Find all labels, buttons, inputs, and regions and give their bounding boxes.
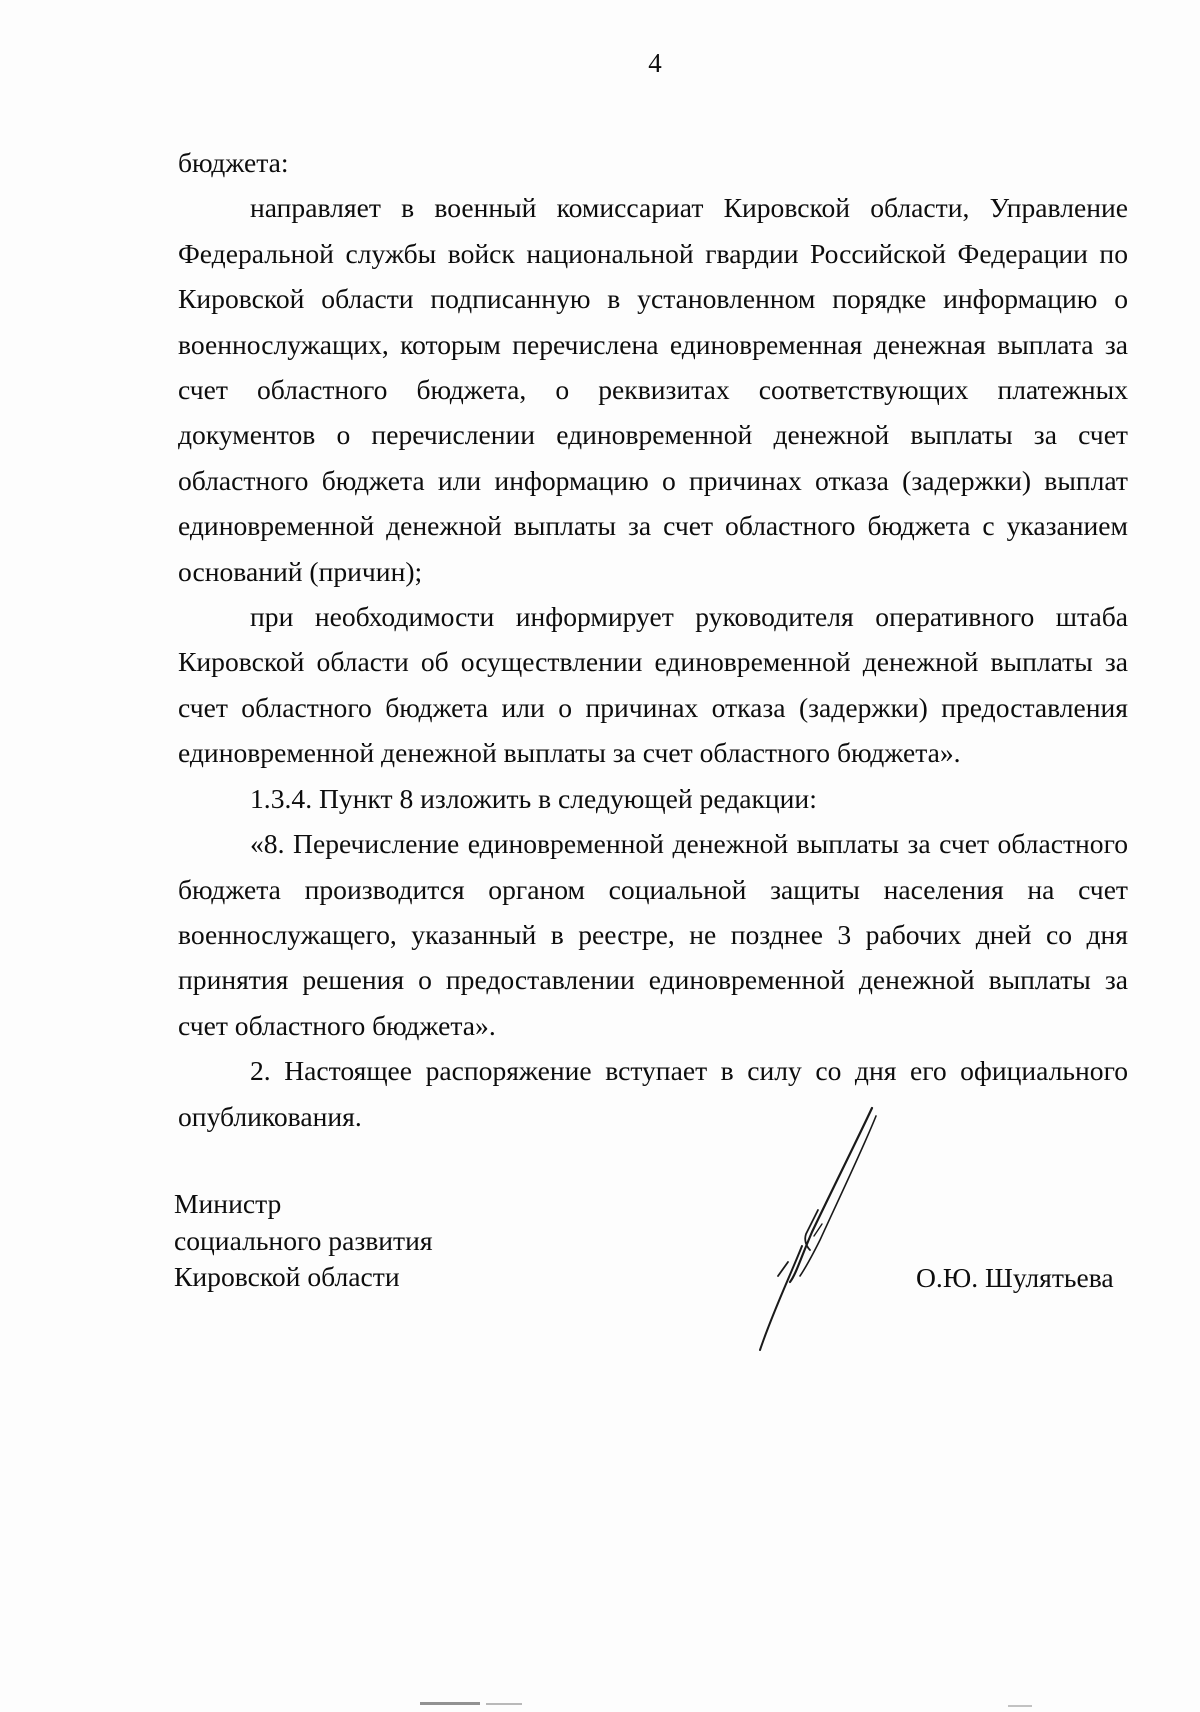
document-body bbox=[178, 140, 1128, 1139]
paragraph-clause-8: «8. Перечисление единовременной денежной выплаты за счет областного бюджета производится органом социальной защиты населения на счет военнослужащего, указанный в реестре, не позднее 3 рабочих дней со дня принятия решения о предоставлении единовременной денежной выплаты за счет областного бюджета». bbox=[178, 828, 1128, 1041]
signature-stroke bbox=[760, 1246, 802, 1350]
position-line: социального развития bbox=[174, 1224, 433, 1256]
signature-stroke bbox=[790, 1108, 872, 1282]
scan-smudge bbox=[1008, 1705, 1032, 1707]
paragraph-clause-1-3-4: 1.3.4. Пункт 8 изложить в следующей редакции: bbox=[250, 782, 817, 814]
paragraph-informs-headquarters: при необходимости информирует руководителя оперативного штаба Кировской области об осуществлении единовременной денежной выплаты за счет областного бюджета или о причинах отказа (задержки) предоставления единовременной денежной выплаты за счет областного бюджета». bbox=[178, 601, 1128, 769]
page-number: 4 bbox=[648, 48, 662, 78]
paragraph-continuation: бюджета: bbox=[178, 147, 289, 178]
scan-smudge bbox=[486, 1703, 522, 1705]
position-line: Кировской области bbox=[174, 1261, 400, 1292]
signature-stroke bbox=[800, 1116, 876, 1276]
signature-stroke bbox=[778, 1262, 788, 1276]
scan-smudge bbox=[420, 1702, 480, 1705]
signatory-position bbox=[174, 1186, 433, 1296]
paragraph-directs-information: направляет в военный комиссариат Кировской области, Управление Федеральной службы войск национальной гвардии Российской Федерации по Кировской области подписанную в установленном порядке информацию о военнослужащих, которым перечислена единовременная денежная выплата за счет областного бюджета, о реквизитах соответствующих платежных документов о перечислении единовременной денежной выплаты за счет областного бюджета или информацию о причинах отказа (задержки) выплат единовременной денежной выплаты за счет областного бюджета с указанием оснований (причин); bbox=[178, 192, 1128, 587]
signer-name: О.Ю. Шулятьева bbox=[916, 1262, 1114, 1293]
paragraph-entry-into-force: 2. Настоящее распоряжение вступает в силу со дня его официального опубликования. bbox=[178, 1055, 1128, 1132]
position-line: Министр bbox=[174, 1188, 282, 1219]
handwritten-signature bbox=[730, 1100, 910, 1360]
scan-edge-artifact bbox=[0, 1690, 1200, 1712]
